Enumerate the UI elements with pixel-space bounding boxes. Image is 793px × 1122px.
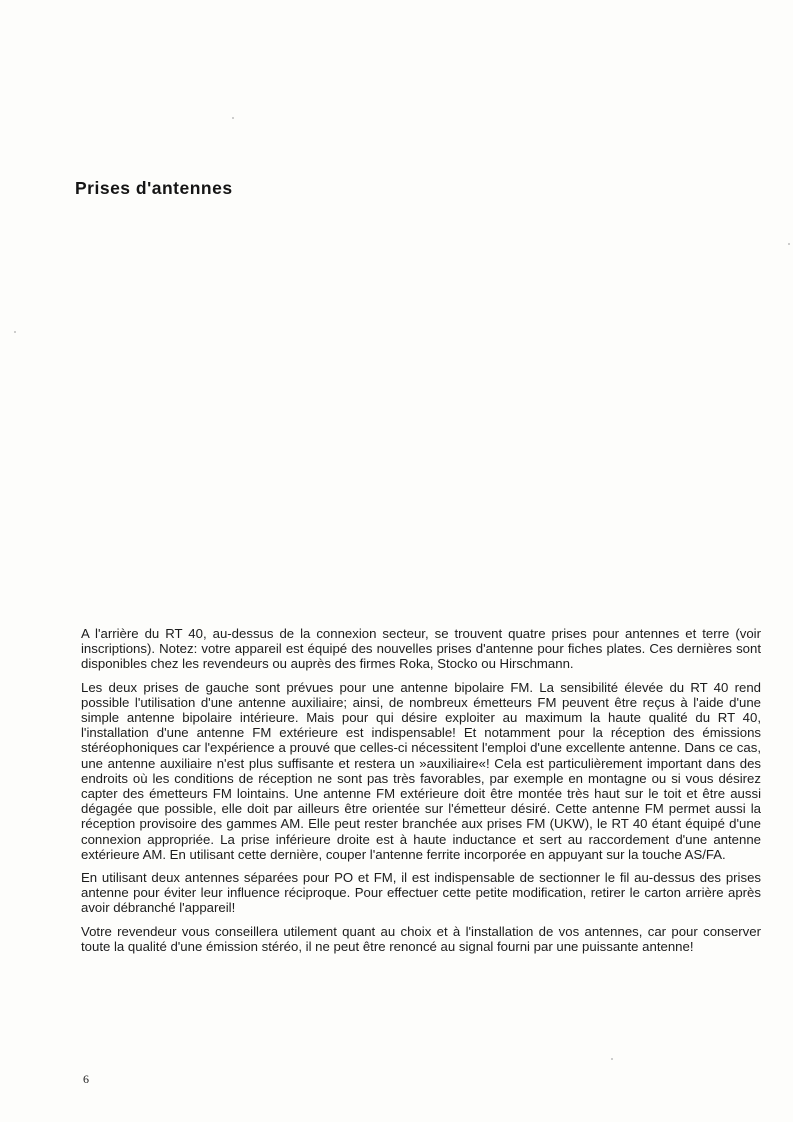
scan-speck xyxy=(14,331,16,333)
page-heading: Prises d'antennes xyxy=(75,178,233,198)
paragraph-dealer-advice: Votre revendeur vous conseillera utilement quant au choix et à l'installation de vos antennes, car pour conserver toute la qualité d'une émission stéréo, il ne peut être renoncé au signal fourni par une puissante antenne! xyxy=(81,923,761,954)
paragraph-separate-antennas: En utilisant deux antennes séparées pour PO et FM, il est indispensable de sectionner le fil au-dessus des prises antenne pour éviter leur influence réciproque. Pour effectuer cette petite modification, retirer le carton arrière après avoir débranché l'appareil! xyxy=(81,870,761,916)
paragraph-intro: A l'arrière du RT 40, au-dessus de la connexion secteur, se trouvent quatre prises pour antennes et terre (voir inscriptions). Notez: votre appareil est équipé des nouvelles prises d'antenne pour fiches plates. Ces dernières sont disponibles chez les revendeurs ou auprès des firmes Roka, Stocko ou Hirschmann. xyxy=(81,626,761,672)
scan-speck xyxy=(232,117,234,119)
paragraph-fm-antenna: Les deux prises de gauche sont prévues pour une antenne bipolaire FM. La sensibilité élevée du RT 40 rend possible l'utilisation d'une antenne auxiliaire; ainsi, de nombreux émetteurs FM peuvent être reçus à l'aide d'une simple antenne bipolaire intérieure. Mais pour qui désire exploiter au maximum la haute qualité du RT 40, l'installation d'une antenne FM extérieure est indispensable! Et notamment pour la réception des émissions stéréophoniques car l'expérience a prouvé que celles-ci nécessitent l'emploi d'une excellente antenne. Dans ce cas, une antenne auxiliaire n'est plus suffisante et restera un »auxiliaire«! Cela est particulièrement important dans des endroits où les conditions de réception ne sont pas très favorables, par exemple en montagne ou si vous désirez capter des émetteurs FM lointains. Une antenne FM extérieure doit être montée très haut sur le toit et être aussi dégagée que possible, elle doit par ailleurs être orientée sur l'émetteur désiré. Cette antenne FM permet aussi la réception provisoire des gammes AM. Elle peut rester branchée aux prises FM (UKW), le RT 40 étant équipé d'une connexion appropriée. La prise inférieure droite est à haute inductance et sert au raccordement d'une antenne extérieure AM. En utilisant cette dernière, couper l'antenne ferrite incorporée en appuyant sur la touche AS/FA. xyxy=(81,679,761,862)
scan-speck xyxy=(788,243,790,245)
page-number: 6 xyxy=(83,1072,89,1086)
scan-speck xyxy=(611,1058,613,1060)
body-text xyxy=(81,626,761,962)
